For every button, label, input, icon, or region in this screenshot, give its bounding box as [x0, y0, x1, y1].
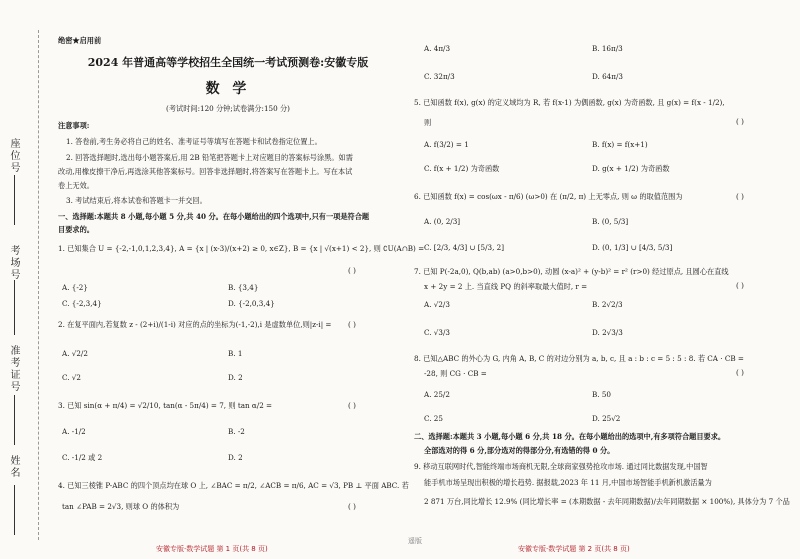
q5-option-c: C. f(x + 1/2) 为奇函数: [424, 164, 500, 173]
q1-option-a: A. {-2}: [62, 283, 88, 292]
room-label: 考场号: [8, 245, 19, 281]
question-6: 6. 已知函数 f(x) = cos(ωx - π/6) (ω>0) 在 (π/2, π) 上无零点, 则 ω 的取值范围为: [414, 192, 683, 201]
section2-header-cont: 全部选对的得 6 分,部分选对的得部分分,有选错的得 0 分。: [424, 446, 615, 455]
question-9-cont: 能手机市场呈现出积极的增长趋势. 据报载,2023 年 11 月,中国市场智能手机新机激活量为: [424, 478, 712, 487]
q6-option-d: D. (0, 1/3] ∪ [4/3, 5/3]: [592, 243, 673, 252]
q4-option-c: C. 32π/3: [424, 72, 455, 81]
subject-title: 数 学: [205, 81, 251, 97]
ticket-label: 准考证号: [8, 345, 19, 393]
q1-option-d: D. {-2,0,3,4}: [228, 299, 275, 308]
q8-option-d: D. 25√2: [592, 414, 621, 423]
notes-title: 注意事项:: [58, 121, 90, 130]
question-9: 9. 移动互联网时代,智能终端市场商机无限,全球商家强势抢攻市场. 通过同比数据发现,中国智: [414, 462, 708, 471]
q4-option-b: B. 16π/3: [592, 44, 623, 53]
q4-option-d: D. 64π/3: [592, 72, 623, 81]
answer-paren-1: ( ): [348, 266, 356, 275]
question-5: 5. 已知函数 f(x), g(x) 的定义域均为 R, 若 f(x-1) 为偶函数, g(x) 为奇函数, 且 g(x) = f(x - 1/2),: [414, 98, 725, 107]
seat-label: 座位号: [8, 138, 19, 174]
q1-option-c: C. {-2,3,4}: [62, 299, 102, 308]
answer-paren-4: ( ): [348, 502, 356, 511]
exam-title: 2024 年普通高等学校招生全国统一考试预测卷:安徽专版: [87, 56, 369, 69]
exam-info: (考试时间:120 分钟;试卷满分:150 分): [166, 104, 290, 113]
note-2-cont: 改动,用橡皮擦干净后,再选涂其他答案标号。回答非选择题时,将答案写在答题卡上。写在本试: [58, 167, 353, 176]
q5-option-b: B. f(x) = f(x+1): [592, 140, 648, 149]
question-8: 8. 已知△ABC 的外心为 G, 内角 A, B, C 的对边分别为 a, b, c, 且 a : b : c = 5 : 5 : 8. 若 CA · CB =: [414, 354, 744, 363]
q7-option-b: B. 2√2/3: [592, 300, 623, 309]
section1-header: 一、选择题:本题共 8 小题,每小题 5 分,共 40 分。在每小题给出的四个选项中,只有一项是符合题: [58, 212, 370, 221]
page-2: [400, 0, 800, 559]
section2-header: 二、选择题:本题共 3 小题,每小题 6 分,共 18 分。在每小题给出的选项中,有多项符合题目要求。: [414, 432, 726, 441]
q7-option-a: A. √2/3: [424, 300, 450, 309]
answer-paren-2: ( ): [348, 320, 356, 329]
answer-paren-3: ( ): [348, 401, 356, 410]
question-3: 3. 已知 sin(α + π/4) = √2/10, tan(α - 5π/4) = 7, 则 tan α/2 =: [58, 401, 273, 410]
section1-header-cont: 目要求的。: [58, 225, 94, 234]
question-4-cont: tan ∠PAB = 2√3, 则球 O 的体积为: [62, 502, 180, 511]
q2-option-b: B. 1: [228, 349, 243, 358]
q5-option-a: A. f(3/2) = 1: [424, 140, 469, 149]
scanner-stamp: 遥版: [408, 537, 422, 545]
q2-option-d: D. 2: [228, 373, 243, 382]
question-4: 4. 已知三棱锥 P-ABC 的四个顶点均在球 O 上, ∠BAC = π/2, ∠ACB = π/6, AC = √3, PB ⊥ 平面 ABC. 若: [58, 481, 409, 490]
q3-option-a: A. -1/2: [62, 427, 86, 436]
q2-option-a: A. √2/2: [62, 349, 88, 358]
answer-paren-6: ( ): [736, 192, 744, 201]
q6-option-c: C. [2/3, 4/3] ∪ [5/3, 2]: [424, 243, 505, 252]
q6-option-a: A. (0, 2/3]: [424, 217, 461, 226]
question-8-cont: -28, 则 CG · CB =: [424, 369, 487, 378]
q1-option-b: B. {3,4}: [228, 283, 259, 292]
q8-option-c: C. 25: [424, 414, 443, 423]
note-1: 1. 答卷前,考生务必将自己的姓名、准考证号等填写在答题卡和试卷指定位置上。: [66, 137, 322, 146]
page-2-footer: 安徽专版·数学试题 第 2 页(共 8 页): [518, 545, 630, 553]
page-1-footer: 安徽专版·数学试题 第 1 页(共 8 页): [156, 545, 268, 553]
q8-option-b: B. 50: [592, 390, 611, 399]
q2-option-c: C. √2: [62, 373, 81, 382]
q3-option-d: D. 2: [228, 453, 243, 462]
answer-paren-8: ( ): [736, 368, 744, 377]
secret-mark: 绝密★启用前: [58, 36, 102, 45]
q5-option-d: D. g(x + 1/2) 为奇函数: [592, 164, 670, 173]
note-3: 3. 考试结束后,将本试卷和答题卡一并交回。: [66, 196, 207, 205]
q6-option-b: B. (0, 5/3]: [592, 217, 629, 226]
q7-option-c: C. √3/3: [424, 328, 450, 337]
question-7-cont: x + 2y = 2 上. 当直线 PQ 的斜率取最大值时, r =: [424, 282, 588, 291]
q3-option-b: B. -2: [228, 427, 245, 436]
q7-option-d: D. 2√3/3: [592, 328, 623, 337]
question-2: 2. 在复平面内,若复数 z - (2+i)/(1-i) 对应的点的坐标为(-1,-2),i 是虚数单位,则|z-i| =: [58, 320, 332, 329]
question-7: 7. 已知 P(-2a,0), Q(b,ab) (a>0,b>0), 动圆 (x-a)² + (y-b)² = r² (r>0) 经过原点, 且圆心在直线: [414, 267, 729, 276]
question-9-cont2: 2 871 万台,同比增长 12.9% (同比增长率 = (本期数据 - 去年同期数据)/去年同期数据 × 100%), 具体分为 7 个品: [424, 497, 790, 506]
answer-paren-5: ( ): [736, 117, 744, 126]
q4-option-a: A. 4π/3: [424, 44, 451, 53]
answer-paren-7: ( ): [736, 281, 744, 290]
note-2-end: 卷上无效。: [58, 181, 94, 190]
name-label: 姓名: [8, 455, 19, 479]
q8-option-a: A. 25/2: [424, 390, 450, 399]
question-1: 1. 已知集合 U = {-2,-1,0,1,2,3,4}, A = {x | (x-3)/(x+2) ≥ 0, x∈Z}, B = {x | √(x+1) < 2}, 则 ∁U(A∩B) =: [58, 244, 425, 253]
q3-option-c: C. -1/2 或 2: [62, 453, 103, 462]
note-2: 2. 回答选择题时,选出每小题答案后,用 2B 铅笔把答题卡上对应题目的答案标号涂黑。如需: [66, 153, 353, 162]
question-5-cont: 则: [424, 118, 432, 127]
